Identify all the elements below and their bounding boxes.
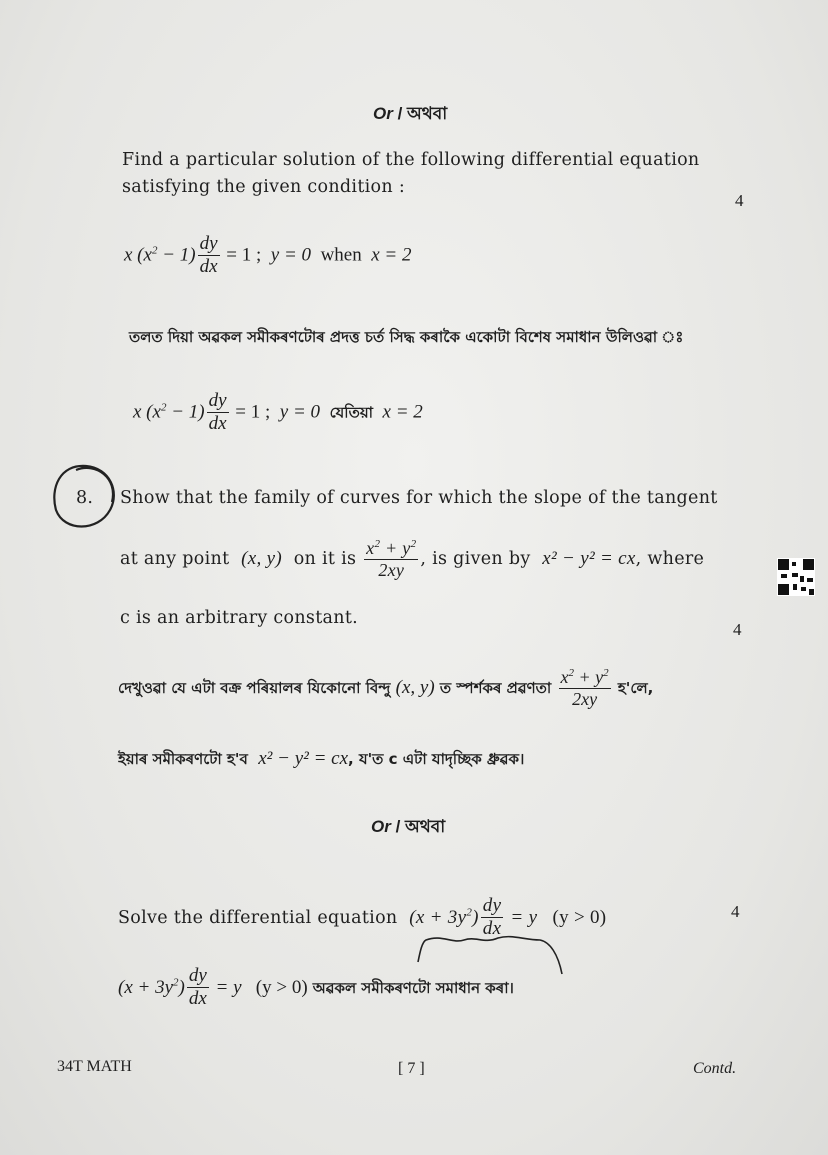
q8-line1: Show that the family of curves for which the slope of the tangent	[120, 488, 718, 508]
q8or-assamese-line: $(x + 3y^2)$ $\frac{dy}{dx}$ = y (y > 0) অৱকল সমীকৰণটো সমাধান কৰা।	[118, 965, 514, 1009]
q8-assamese-line1: দেখুওৱা যে এটা বক্ৰ পৰিয়ালৰ যিকোনো বিন্দু (x, y) ত স্পৰ্শকৰ প্ৰৱণতা $\frac{x^2 + y^2}{2xy}$ হ'লে,	[118, 667, 654, 709]
q8-number: 8.	[76, 488, 94, 508]
q8-line2: at any point (x, y) on it is $\frac{x^2 + y^2}{2xy}$ , is given by x² − y² = cx, where	[120, 538, 705, 580]
q7or-equation-bn: x $(x^2 - 1)$ $\frac{dy}{dx}$ = 1 ; y = 0 যেতিয়া x = 2	[133, 390, 423, 434]
footer-contd: Contd.	[693, 1060, 737, 1077]
q8-line3: c is an arbitrary constant.	[120, 608, 359, 628]
or-heading-2: Or / অথবা	[371, 817, 446, 836]
footer-page-number: [ 7 ]	[398, 1060, 425, 1077]
q8or-marks: 4	[731, 902, 740, 921]
or-heading-1: Or / অথবা	[373, 104, 448, 123]
q8or-line: Solve the differential equation $(x + 3y^2)$ $\frac{dy}{dx}$ = y (y > 0)	[118, 895, 607, 939]
q8-assamese-line2: ইয়াৰ সমীকৰণটো হ'ব x² − y² = cx, য'ত c এটা যাদৃচ্ছিক ধ্ৰুৱক।	[118, 748, 525, 769]
q7or-equation-en: x $(x^2 - 1)$ $\frac{dy}{dx}$ = 1 ; y = 0 when x = 2	[124, 233, 412, 277]
q7or-assamese-text: তলত দিয়া অৱকল সমীকৰণটোৰ প্ৰদত্ত চৰ্ত সিদ্ধ কৰাকৈ একোটা বিশেষ সমাধান উলিওৱা ঃ	[129, 328, 684, 346]
footer-paper-code: 34T MATH	[57, 1058, 132, 1075]
q7or-line1: Find a particular solution of the following differential equation	[122, 150, 700, 170]
q8-marks: 4	[733, 620, 742, 639]
q7or-line2: satisfying the given condition :	[122, 177, 406, 197]
qr-code-icon	[777, 558, 815, 596]
q7or-marks: 4	[735, 191, 744, 210]
